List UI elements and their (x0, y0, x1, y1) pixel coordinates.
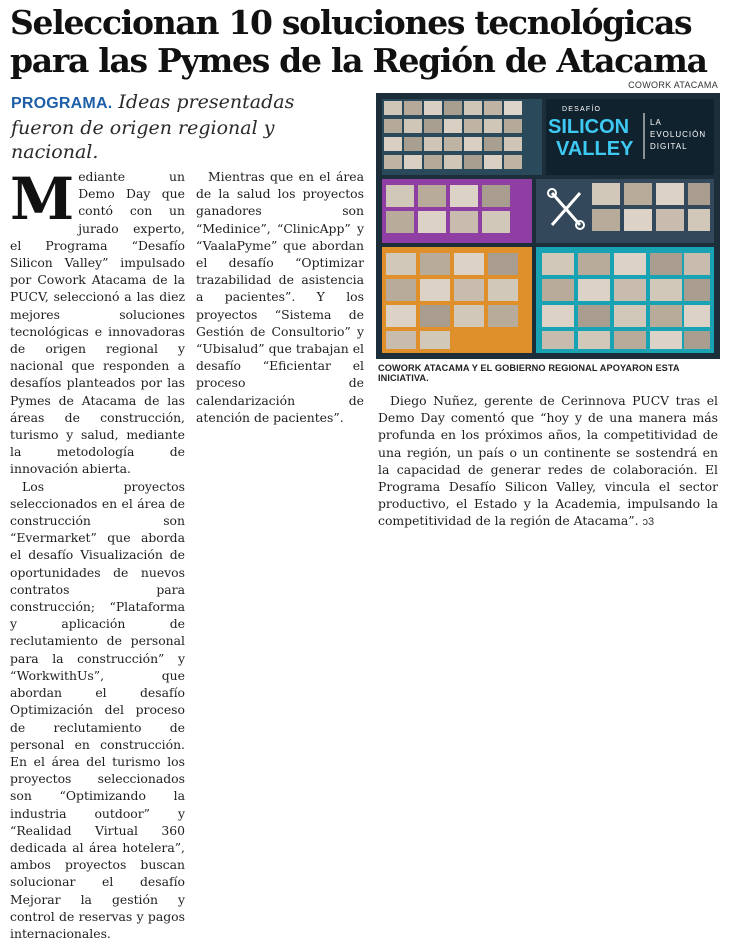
logo-line1: DESAFÍO (562, 106, 602, 113)
logo-tag2: EVOLUCIÓN (650, 130, 707, 139)
kicker-label: PROGRAMA. (11, 95, 113, 112)
article-photo (376, 93, 720, 359)
logo-line3: VALLEY (556, 138, 634, 160)
logo-tag1: LA (650, 118, 662, 127)
logo-line2: SILICON (548, 116, 630, 138)
kicker-text: Ideas presentadas fueron de origen regional y nacional. (11, 91, 295, 163)
body-column-1 (10, 165, 185, 942)
photo-caption: COWORK ATACAMA Y EL GOBIERNO REGIONAL APOYARON ESTA INICIATIVA. (378, 363, 680, 383)
body-column-2 (196, 168, 364, 426)
body-column-3 (378, 392, 718, 532)
photo-credit: COWORK ATACAMA (628, 80, 718, 90)
paragraph-4-text: Diego Nuñez, gerente de Cerinnova PUCV tras el Demo Day comentó que “hoy y de una manera más profunda en los próximos años, la competitividad de una región, un país o un continente se sostendrá en la capacidad de generar redes de colaboración. El Programa Desafío Silicon Valley, vincula el sector productivo, el Estado y la Academia, impulsando la competitividad de la región de Atacama”. (378, 393, 718, 529)
paragraph-4 (378, 392, 718, 532)
paragraph-2: Los proyectos seleccionados en el área de construcción son “Evermarket” que aborda el desafío Visualización de oportunidades de nuevos contratos para construcción; “Plataforma y aplicación de reclutamiento de personal para la construcción” y “WorkwithUs”, que abordan el desafío Optimización del proceso de reclutamiento de personal en construcción. En el área del turismo los proyectos seleccionados son “Optimizando la industria outdoor” y “Realidad Virtual 360 dedicada al área hotelera”, ambos proyectos buscan solucionar el desafío Mejorar la gestión y control de reservas y pagos internacionales. (10, 478, 185, 941)
end-mark: ↄ3 (642, 516, 655, 529)
video-call-collage (376, 93, 720, 359)
drop-cap: M (10, 165, 75, 233)
logo-tag3: DIGITAL (650, 142, 688, 151)
kicker (11, 90, 361, 164)
paragraph-1: ediante un Demo Day que contó con un jurado experto, el Programa “Desafío Silicon Valley” impulsado por Cowork Atacama de la PUCV, seleccionó a las diez mejores soluciones tecnológicas e innovadoras de origen regional y nacional que responden a desafíos planteados por las Pymes de Atacama de las áreas de construcción, turismo y salud, mediante la metodología de innovación abierta. (10, 169, 185, 477)
paragraph-3: Mientras que en el área de la salud los proyectos ganadores son “Medinice”, “ClinicApp” y “VaalaPyme” que abordan el desafío “Optimizar trazabilidad de asistencia a pacientes”. Y los proyectos “Sistema de Gestión de Consultorio” y “Ubisalud” que trabajan el desafío “Eficientar el proceso de calendarización de atención de pacientes”. (196, 169, 364, 425)
headline: Seleccionan 10 soluciones tecnológicas para las Pymes de la Región de Atacama (10, 3, 707, 80)
